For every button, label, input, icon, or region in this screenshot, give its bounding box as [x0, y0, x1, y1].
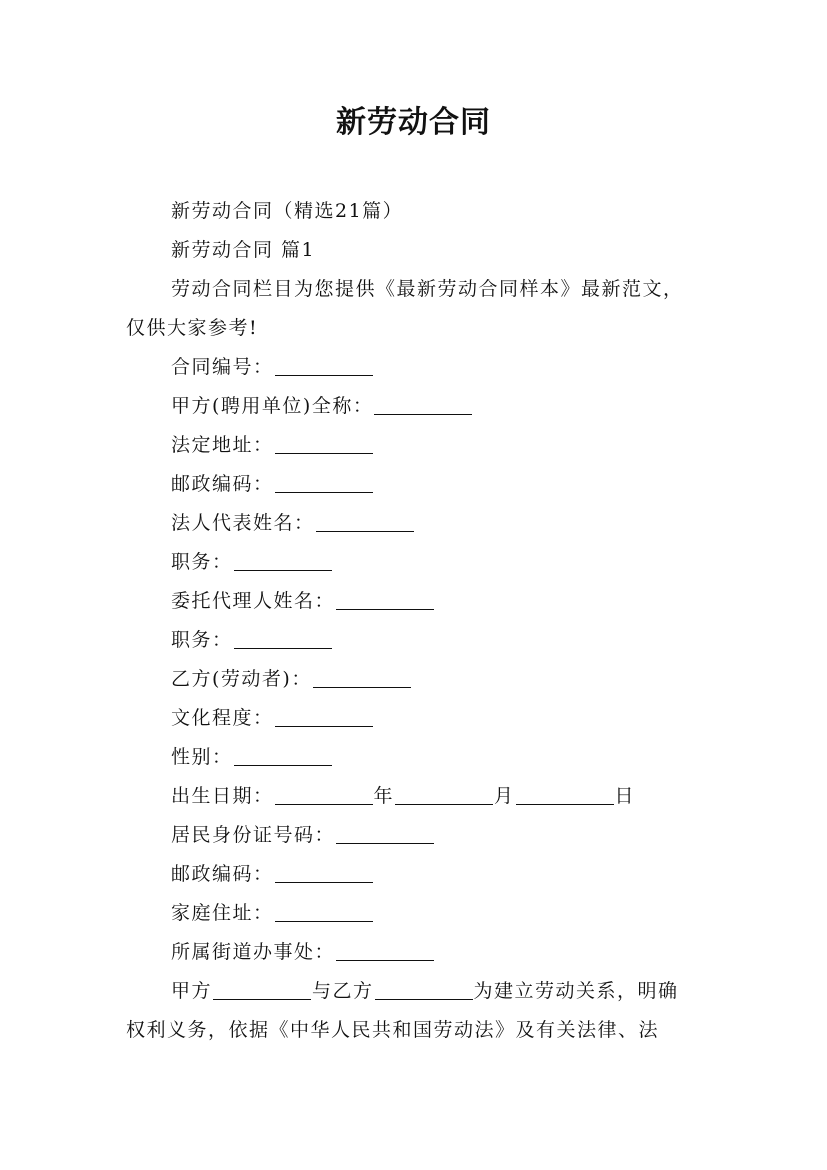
- contract-number-label: 合同编号：: [171, 356, 274, 378]
- position-2-blank: [234, 628, 332, 649]
- postal-code-b-label: 邮政编码：: [171, 863, 274, 885]
- birth-year-blank: [275, 784, 373, 805]
- party-a-name-label: 甲方(聘用单位)全称：: [171, 395, 374, 417]
- id-number-label: 居民身份证号码：: [171, 824, 336, 846]
- position-2-label: 职务：: [171, 629, 233, 651]
- home-address-label: 家庭住址：: [171, 902, 274, 924]
- legal-rep-field: [171, 509, 415, 537]
- para-1-purpose: 为建立劳动关系，明确: [473, 980, 679, 1002]
- postal-code-a-blank: [275, 472, 373, 493]
- legal-address-label: 法定地址：: [171, 434, 274, 456]
- party-b-blank: [313, 667, 411, 688]
- id-number-field: [171, 821, 435, 849]
- contract-number-field: [171, 353, 374, 381]
- postal-code-b-field: [171, 860, 374, 888]
- intro-line-2: 仅供大家参考!: [126, 317, 259, 339]
- street-office-blank: [336, 940, 434, 961]
- birth-day-blank: [516, 784, 614, 805]
- para-1-party-a-blank: [213, 979, 311, 1000]
- party-a-name-field: [171, 392, 473, 420]
- position-1-label: 职务：: [171, 551, 233, 573]
- gender-blank: [234, 745, 332, 766]
- legal-rep-blank: [316, 511, 414, 532]
- birth-date-field: [171, 782, 635, 810]
- position-2-field: [171, 626, 333, 654]
- para-1-party-b: 与乙方: [312, 980, 374, 1002]
- education-field: [171, 704, 374, 732]
- legal-rep-label: 法人代表姓名：: [171, 512, 315, 534]
- legal-address-field: [171, 431, 374, 459]
- birth-month-label: 月: [494, 785, 515, 807]
- birth-day-label: 日: [614, 785, 636, 807]
- position-1-blank: [234, 550, 332, 571]
- legal-address-blank: [275, 433, 373, 454]
- subtitle-line: 新劳动合同（精选21篇）: [171, 200, 404, 222]
- contract-number-blank: [275, 355, 373, 376]
- education-blank: [275, 706, 373, 727]
- intro-line-1: 劳动合同栏目为您提供《最新劳动合同样本》最新范文，: [171, 278, 684, 300]
- education-label: 文化程度：: [171, 707, 274, 729]
- agent-name-field: [171, 587, 435, 615]
- para-1-party-b-blank: [375, 979, 473, 1000]
- home-address-field: [171, 899, 374, 927]
- street-office-label: 所属街道办事处：: [171, 941, 336, 963]
- birth-month-blank: [395, 784, 493, 805]
- party-b-field: [171, 665, 412, 693]
- position-1-field: [171, 548, 333, 576]
- postal-code-a-field: [171, 470, 374, 498]
- para-1-party-a: 甲方: [171, 980, 213, 1002]
- article-heading: 新劳动合同 篇1: [171, 239, 316, 261]
- agent-name-label: 委托代理人姓名：: [171, 590, 336, 612]
- paragraph-1-line-1: [171, 977, 679, 1005]
- home-address-blank: [275, 901, 373, 922]
- party-a-name-blank: [374, 394, 472, 415]
- document-title: 新劳动合同: [336, 105, 491, 140]
- street-office-field: [171, 938, 435, 966]
- party-b-label: 乙方(劳动者)：: [171, 668, 312, 690]
- postal-code-a-label: 邮政编码：: [171, 473, 274, 495]
- birth-date-label: 出生日期：: [171, 785, 274, 807]
- paragraph-1-line-2: 权利义务，依据《中华人民共和国劳动法》及有关法律、法: [126, 1019, 660, 1041]
- birth-year-label: 年: [373, 785, 395, 807]
- gender-field: [171, 743, 333, 771]
- id-number-blank: [336, 823, 434, 844]
- postal-code-b-blank: [275, 862, 373, 883]
- gender-label: 性别：: [171, 746, 233, 768]
- agent-name-blank: [336, 589, 434, 610]
